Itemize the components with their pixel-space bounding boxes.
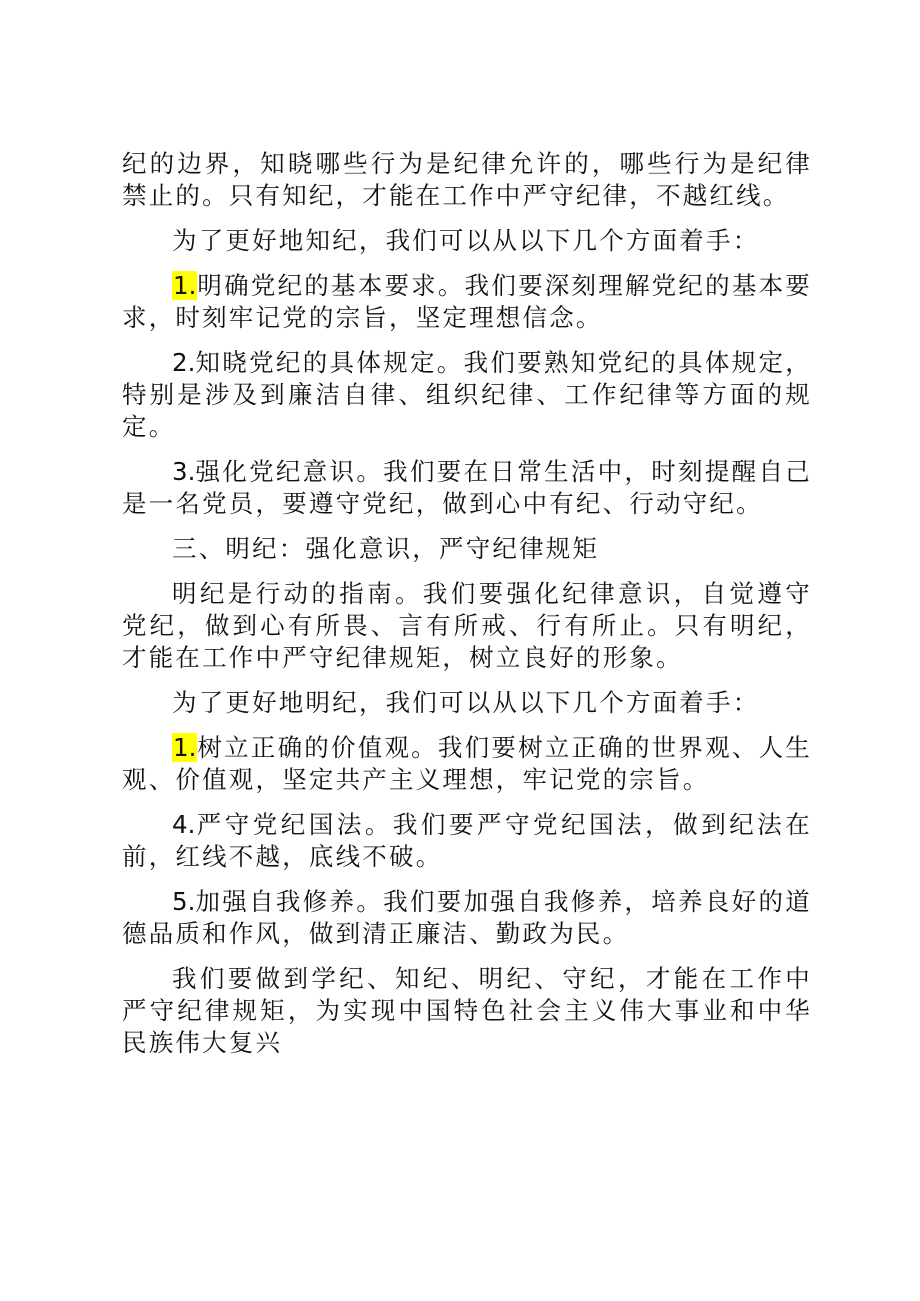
- paragraph-conclusion: [122, 963, 812, 1059]
- paragraph-text: 为了更好地明纪，我们可以从以下几个方面着手：: [172, 688, 760, 717]
- paragraph-text: 纪的边界，知晓哪些行为是纪律允许的，哪些行为是纪律禁止的。只有知纪，才能在工作中严守纪律，不越红线。: [122, 149, 812, 210]
- paragraph-text: 明纪是行动的指南。我们要强化纪律意识，自觉遵守党纪，做到心有所畏、言有所戒、行有所止。只有明纪，才能在工作中严守纪律规矩，树立良好的形象。: [122, 579, 812, 672]
- paragraph-text: 树立正确的价值观。我们要树立正确的世界观、人生观、价值观，坚定共产主义理想，牢记党的宗旨。: [122, 733, 812, 794]
- list-item-1-zhiji: [122, 270, 812, 334]
- paragraph-continuation: [122, 148, 812, 212]
- paragraph-text: 明确党纪的基本要求。我们要深刻理解党纪的基本要求，时刻牢记党的宗旨，坚定理想信念。: [122, 271, 812, 332]
- section-heading-mingji: [122, 533, 812, 565]
- paragraph-text: 我们要做到学纪、知纪、明纪、守纪，才能在工作中严守纪律规矩，为实现中国特色社会主义伟大事业和中华民族伟大复兴: [122, 964, 812, 1057]
- document-body: [122, 148, 812, 1072]
- list-item-4-mingji: [122, 809, 812, 873]
- list-item-1-mingji: [122, 732, 812, 796]
- paragraph-intro-mingji: [122, 687, 812, 719]
- paragraph-mingji: [122, 578, 812, 674]
- list-item-5-mingji: [122, 886, 812, 950]
- highlighted-list-number: 1.: [173, 733, 197, 762]
- list-number: 2.: [172, 348, 196, 377]
- list-item-2-zhiji: [122, 347, 812, 443]
- paragraph-text: 知晓党纪的具体规定。我们要熟知党纪的具体规定，特别是涉及到廉洁自律、组织纪律、工作纪律等方面的规定。: [122, 348, 812, 441]
- paragraph-text: 为了更好地知纪，我们可以从以下几个方面着手：: [172, 226, 760, 255]
- paragraph-intro-zhiji: [122, 225, 812, 257]
- list-number: 3.: [172, 457, 196, 486]
- list-number: 4.: [172, 810, 196, 839]
- section-heading-text: 三、明纪：强化意识，严守纪律规矩: [172, 534, 600, 563]
- paragraph-text: 加强自我修养。我们要加强自我修养，培养良好的道德品质和作风，做到清正廉洁、勤政为民。: [122, 887, 812, 948]
- paragraph-text: 强化党纪意识。我们要在日常生活中，时刻提醒自己是一名党员，要遵守党纪，做到心中有纪、行动守纪。: [122, 457, 812, 518]
- highlighted-list-number: 1.: [173, 271, 197, 300]
- list-item-3-zhiji: [122, 456, 812, 520]
- list-number: 5.: [172, 887, 196, 916]
- paragraph-text: 严守党纪国法。我们要严守党纪国法，做到纪法在前，红线不越，底线不破。: [122, 810, 812, 871]
